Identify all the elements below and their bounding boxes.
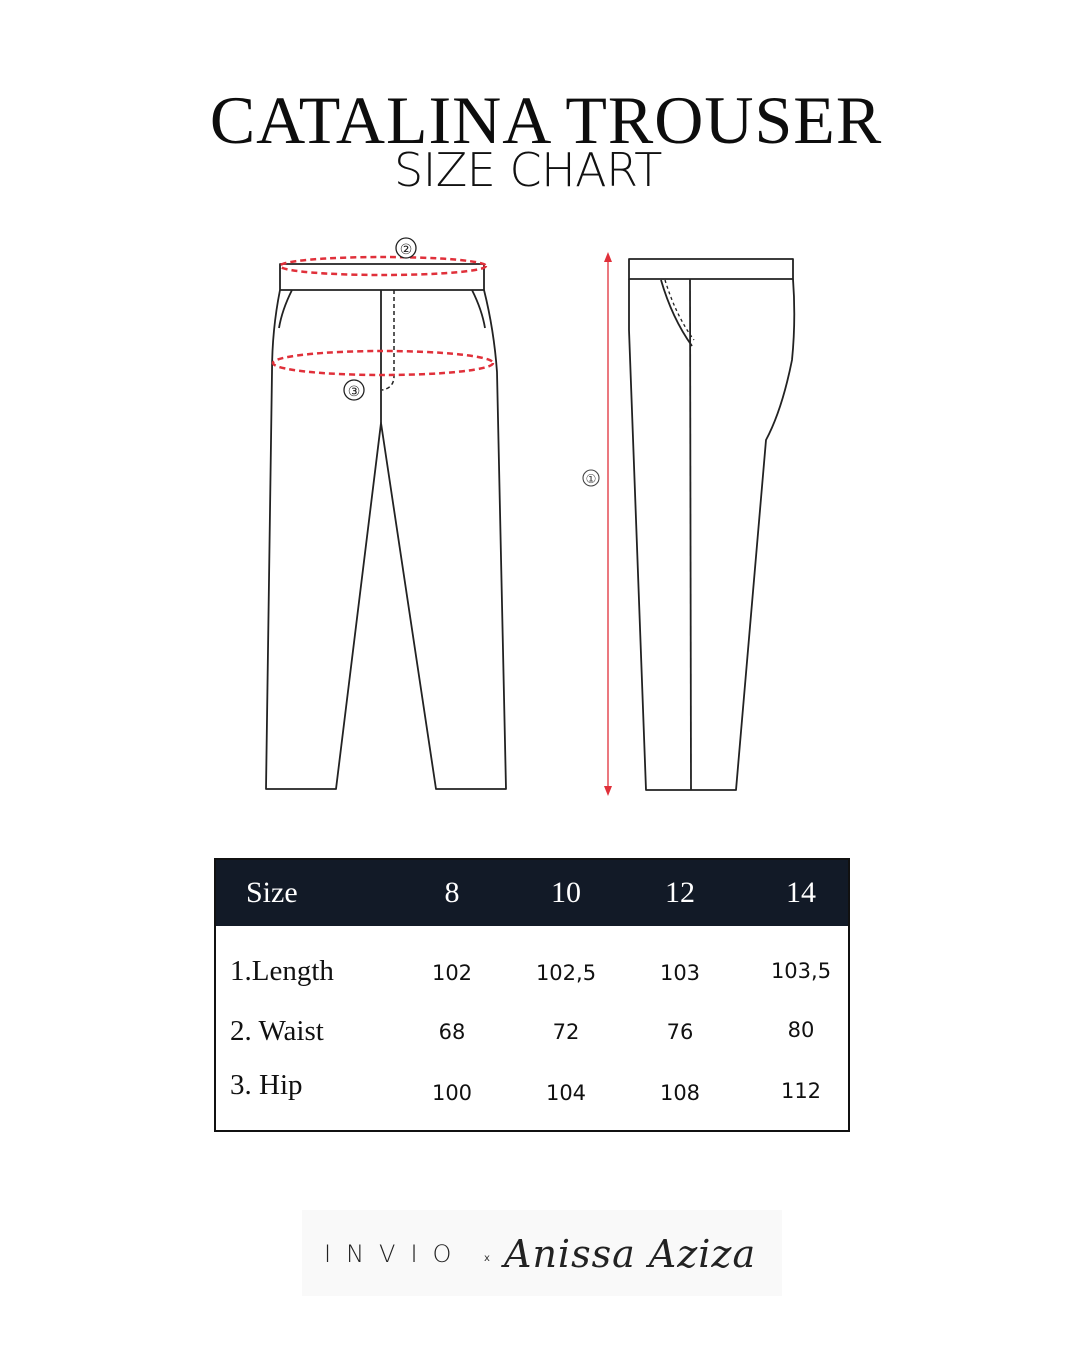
header-size-10: 10: [551, 876, 581, 909]
length-size-14: 103,5: [770, 959, 832, 983]
length-size-12: 103: [659, 961, 701, 985]
brand-separator: x: [484, 1253, 490, 1264]
waist-size-8: 68: [438, 1020, 466, 1044]
front-left-pocket: [279, 290, 292, 328]
hip-size-12: 108: [659, 1081, 701, 1105]
length-size-8: 102: [431, 961, 473, 985]
hip-size-8: 100: [431, 1081, 473, 1105]
brand-logo: [302, 1210, 782, 1296]
trouser-front-view: [266, 264, 506, 789]
length-marker: ①: [585, 472, 597, 486]
waist-size-10: 72: [552, 1020, 580, 1044]
row-label-hip: 3. Hip: [230, 1069, 303, 1101]
header-size-14: 14: [786, 876, 816, 909]
hip-size-10: 104: [545, 1081, 587, 1105]
waist-size-12: 76: [666, 1020, 694, 1044]
front-outline: [266, 290, 506, 789]
row-label-waist: 2. Waist: [230, 1015, 324, 1047]
size-table-header: [216, 860, 848, 926]
page-subtitle: SIZE CHART: [394, 143, 662, 197]
header-size: Size: [246, 876, 298, 909]
page-title: CATALINA TROUSER: [209, 82, 883, 158]
waist-size-14: 80: [787, 1018, 815, 1042]
hip-measure-line: [273, 351, 493, 375]
brand-name: INVIO: [324, 1240, 467, 1268]
size-table: [214, 858, 850, 1132]
hip-marker: ③: [347, 384, 361, 400]
trouser-side-view: [629, 259, 794, 790]
waist-marker: ②: [399, 242, 413, 258]
front-right-pocket: [472, 290, 485, 328]
side-waistband: [629, 259, 793, 279]
collab-name: Anissa Aziza: [504, 1232, 757, 1276]
header-size-12: 12: [665, 876, 695, 909]
trouser-diagram: [0, 220, 1080, 820]
side-pocket: [661, 280, 692, 346]
length-measure-arrow: [604, 252, 612, 796]
length-size-10: 102,5: [535, 961, 597, 985]
side-outline: [629, 279, 794, 790]
front-waistband: [280, 264, 484, 290]
header-size-8: 8: [444, 876, 460, 909]
hip-size-14: 112: [780, 1079, 822, 1103]
side-seam: [690, 279, 691, 790]
row-label-length: 1.Length: [230, 955, 334, 987]
